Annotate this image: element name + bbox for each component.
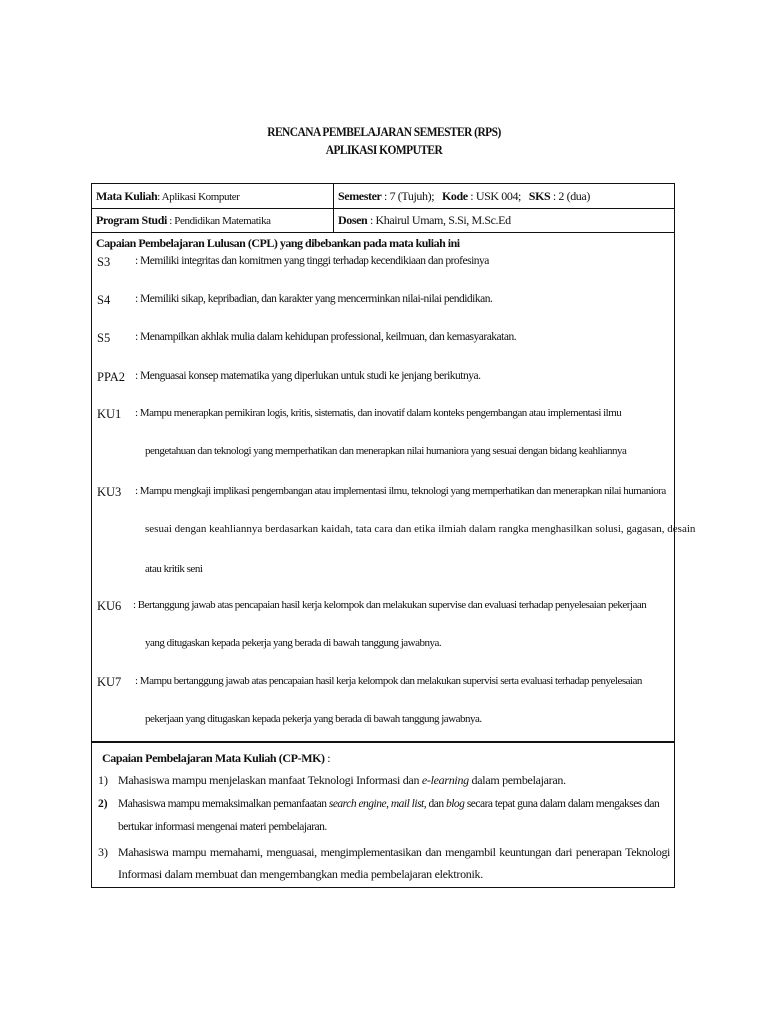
cpl-text: : Menguasai konsep matematika yang diperlukan untuk studi ke jenjang berikutnya. — [135, 370, 481, 382]
cpl-code: S4 — [97, 293, 111, 307]
cpl-text-continued: pekerjaan yang ditugaskan kepada pekerja yang berada di bawah tanggung jawabnya. — [145, 713, 482, 725]
cpmk-text-italic: search engine — [328, 798, 387, 810]
sks-label: SKS — [528, 189, 551, 203]
semester-label: Semester — [338, 189, 382, 203]
mata-kuliah-label: Mata Kuliah — [96, 189, 158, 203]
cpl-text: : Mampu bertanggung jawab atas pencapaian hasil kerja kelompok dan melakukan supervisi serta evaluasi terhadap penyelesaian — [135, 675, 642, 687]
semester-cell — [338, 184, 670, 208]
course-info-table — [91, 183, 675, 233]
cpl-text: : Memiliki sikap, kepribadian, dan karakter yang mencerminkan nilai-nilai pendidikan. — [135, 293, 493, 305]
cpl-text: : Bertanggung jawab atas pencapaian hasil kerja kelompok dan melakukan supervise dan evaluasi terhadap penyelesaian pekerjaan — [133, 599, 647, 611]
title-line-1: RENCANA PEMBELAJARAN SEMESTER (RPS) — [267, 124, 501, 139]
dosen-cell — [338, 208, 670, 232]
cpl-code: S5 — [97, 331, 111, 345]
cpl-section — [91, 232, 696, 742]
cpmk-number: 1) — [98, 773, 108, 787]
cpl-code: KU1 — [97, 407, 122, 421]
cpmk-text-part: , — [386, 798, 391, 810]
cpmk-text-italic: e-learning — [421, 773, 469, 787]
cpl-code: KU3 — [97, 485, 122, 499]
cpmk-number: 2) — [98, 798, 108, 810]
program-studi-cell — [96, 208, 329, 232]
semester-value: : 7 (Tujuh); — [381, 189, 435, 203]
cpl-text: : Menampilkan akhlak mulia dalam kehidupan professional, keilmuan, dan kemasyarakatan. — [135, 331, 517, 343]
cpmk-text — [118, 798, 670, 810]
cpl-code: PPA2 — [97, 370, 126, 384]
program-studi-value: : Pendidikan Matematika — [166, 215, 271, 227]
cpmk-number: 3) — [98, 845, 108, 859]
kode-label: Kode — [441, 189, 468, 203]
cpmk-text-part: , dan — [423, 798, 446, 810]
kode-value: : USK 004; — [467, 189, 521, 203]
cpl-text-continued: sesuai dengan keahliannya berdasarkan kaidah, tata cara dan etika ilmiah dalam rangka menghasilkan solusi, gagasan, desain — [145, 523, 696, 535]
cpl-code: S3 — [97, 255, 111, 269]
cpl-text-continued: pengetahuan dan teknologi yang memperhatikan dan menerapkan nilai humaniora yang sesuai dengan bidang keahliannya — [145, 445, 627, 457]
cpmk-text-part: secara tepat guna dalam dalam mengakses dan — [464, 798, 660, 810]
cpmk-heading-text: Capaian Pembelajaran Mata Kuliah (CP-MK) — [102, 751, 325, 765]
dosen-label: Dosen — [338, 213, 368, 227]
cpmk-text-part: Mahasiswa mampu menjelaskan manfaat Teknologi Informasi dan — [118, 773, 422, 787]
title-line-2: APLIKASI KOMPUTER — [325, 142, 443, 157]
mata-kuliah-cell — [96, 184, 329, 208]
cpmk-text-italic: mail list — [390, 798, 424, 810]
cpl-code: KU6 — [97, 599, 122, 613]
cpmk-text-part: dalam pembelajaran. — [468, 773, 566, 787]
cpl-text-continued: atau kritik seni — [145, 563, 203, 575]
cpmk-text: Mahasiswa mampu memahami, menguasai, mengimplementasikan dan mengambil keuntungan dari penerapan Teknologi — [118, 845, 670, 859]
cpmk-heading — [102, 751, 330, 766]
cpl-code: KU7 — [97, 675, 122, 689]
cpl-text: : Memiliki integritas dan komitmen yang tinggi terhadap kecendikiaan dan profesinya — [135, 255, 489, 267]
cpl-text: : Mampu menerapkan pemikiran logis, kritis, sistematis, dan inovatif dalam konteks pengembangan atau implementasi ilmu — [135, 407, 622, 419]
cpmk-section — [91, 742, 675, 888]
cpl-heading: Capaian Pembelajaran Lulusan (CPL) yang dibebankan pada mata kuliah ini — [96, 236, 460, 250]
cpmk-text — [118, 773, 670, 788]
table-row — [92, 184, 674, 209]
cpl-text: : Mampu mengkaji implikasi pengembangan atau implementasi ilmu, teknologi yang memperhatikan dan menerapkan nilai humaniora — [135, 485, 666, 497]
cpl-text-continued: yang ditugaskan kepada pekerja yang berada di bawah tanggung jawabnya. — [145, 637, 442, 649]
dosen-value: : Khairul Umam, S.Si, M.Sc.Ed — [367, 213, 511, 227]
mata-kuliah-value: : Aplikasi Komputer — [157, 191, 240, 203]
cpmk-text-continued: bertukar informasi mengenai materi pembelajaran. — [118, 821, 327, 833]
cpmk-text-continued: Informasi dalam membuat dan mengembangkan media pembelajaran elektronik. — [118, 867, 483, 881]
table-row — [92, 208, 674, 232]
cpmk-text-italic: blog — [445, 798, 465, 810]
program-studi-label: Program Studi — [96, 213, 167, 227]
cpmk-text-part: Mahasiswa mampu memaksimalkan pemanfaatan — [118, 798, 329, 810]
sks-value: : 2 (dua) — [550, 189, 590, 203]
cpmk-heading-colon: : — [324, 751, 331, 765]
